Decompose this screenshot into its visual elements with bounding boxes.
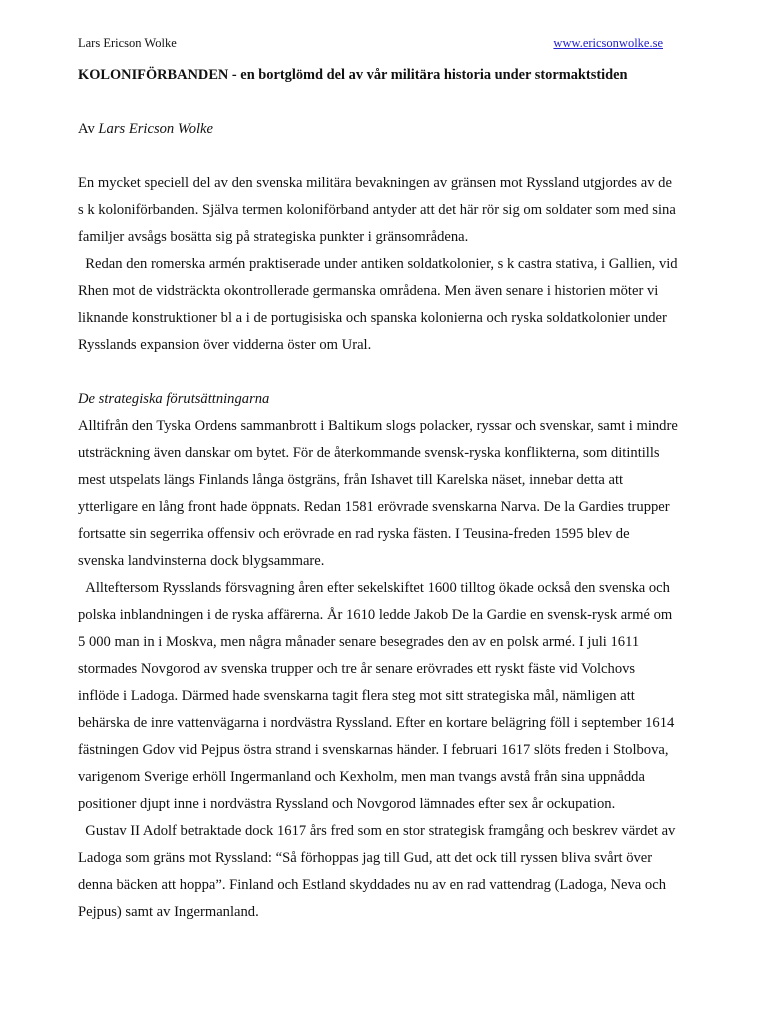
section-heading: De strategiska förutsättningarna	[78, 391, 270, 407]
document-title: KOLONIFÖRBANDEN - en bortglömd del av vår militära historia under stormaktstiden	[78, 67, 628, 83]
paragraph-intro: En mycket speciell del av den svenska militära bevakningen av gränsen mot Ryssland utgjordes av de s k koloniförbanden. Själva termen koloniförband antyder att det här rör sig om soldater som med sina familjer avsågs bosätta sig på strategiska punkter i gränsområdena.	[78, 175, 676, 245]
page-header	[78, 36, 663, 54]
website-link[interactable]: www.ericsonwolke.se	[553, 36, 663, 50]
byline-prefix: Av	[78, 121, 99, 137]
paragraph-russia: Allteftersom Rysslands försvagning åren efter sekelskiftet 1600 tilltog ökade också den svenska och polska inblandningen i de ryska affärerna. År 1610 ledde Jakob De la Gardie en svensk-rysk armé om 5 000 man in i Moskva, men några månader senare besegrades den av en polsk armé. I juli 1611 stormades Novgorod av svenska trupper och tre år senare erövrades ett ryskt fäste vid Volchovs inflöde i Ladoga. Därmed hade svenskarna tagit flera steg mot sitt strategiska mål, nämligen att behärska de inre vattenvägarna i nordvästra Ryssland. Efter en kortare belägring föll i september 1614 fästningen Gdov vid Pejpus östra strand i svenskarnas händer. I februari 1617 slöts freden i Stolbova, varigenom Sverige erhöll Ingermanland och Kexholm, men man tvangs avstå från sina uppnådda positioner djupt inne i nordvästra Ryssland och Novgorod lämnades efter sex år ockupation.	[78, 580, 675, 812]
paragraph-roman: Redan den romerska armén praktiserade under antiken soldatkolonier, s k castra stativa, i Gallien, vid Rhen mot de vidsträckta okontrollerade germanska områdena. Men även senare i historien möter vi liknande konstruktioner bl a i de portugisiska och spanska kolonierna och ryska soldatkolonier under Rysslands expansion över vidderna öster om Ural.	[78, 256, 678, 353]
byline	[78, 121, 213, 138]
header-author: Lars Ericson Wolke	[78, 36, 177, 50]
article-body	[78, 170, 678, 926]
byline-author: Lars Ericson Wolke	[98, 121, 213, 137]
paragraph-gap	[78, 359, 678, 386]
paragraph-baltic: Alltifrån den Tyska Ordens sammanbrott i Baltikum slogs polacker, ryssar och svenskar, samt i mindre utsträckning även danskar om bytet. För de återkommande svensk-ryska konflikterna, som ditintills mest utspelats längs Finlands långa östgräns, från Ishavet till Karelska näset, innebar detta att ytterligare en lång front hade öppnats. Redan 1581 erövrade svenskarna Narva. De la Gardies trupper fortsatte sin segerrika offensiv och erövrade en rad ryska fästen. I Teusina-freden 1595 blev de svenska landvinsterna dock blygsammare.	[78, 418, 678, 569]
paragraph-gustav: Gustav II Adolf betraktade dock 1617 års fred som en stor strategisk framgång och beskrev värdet av Ladoga som gräns mot Ryssland: “Så förhoppas jag till Gud, att det ock till ryssen bliva svårt över denna bäcken att hoppa”. Finland och Estland skyddades nu av en rad vattendrag (Ladoga, Neva och Pejpus) samt av Ingermanland.	[78, 823, 676, 920]
